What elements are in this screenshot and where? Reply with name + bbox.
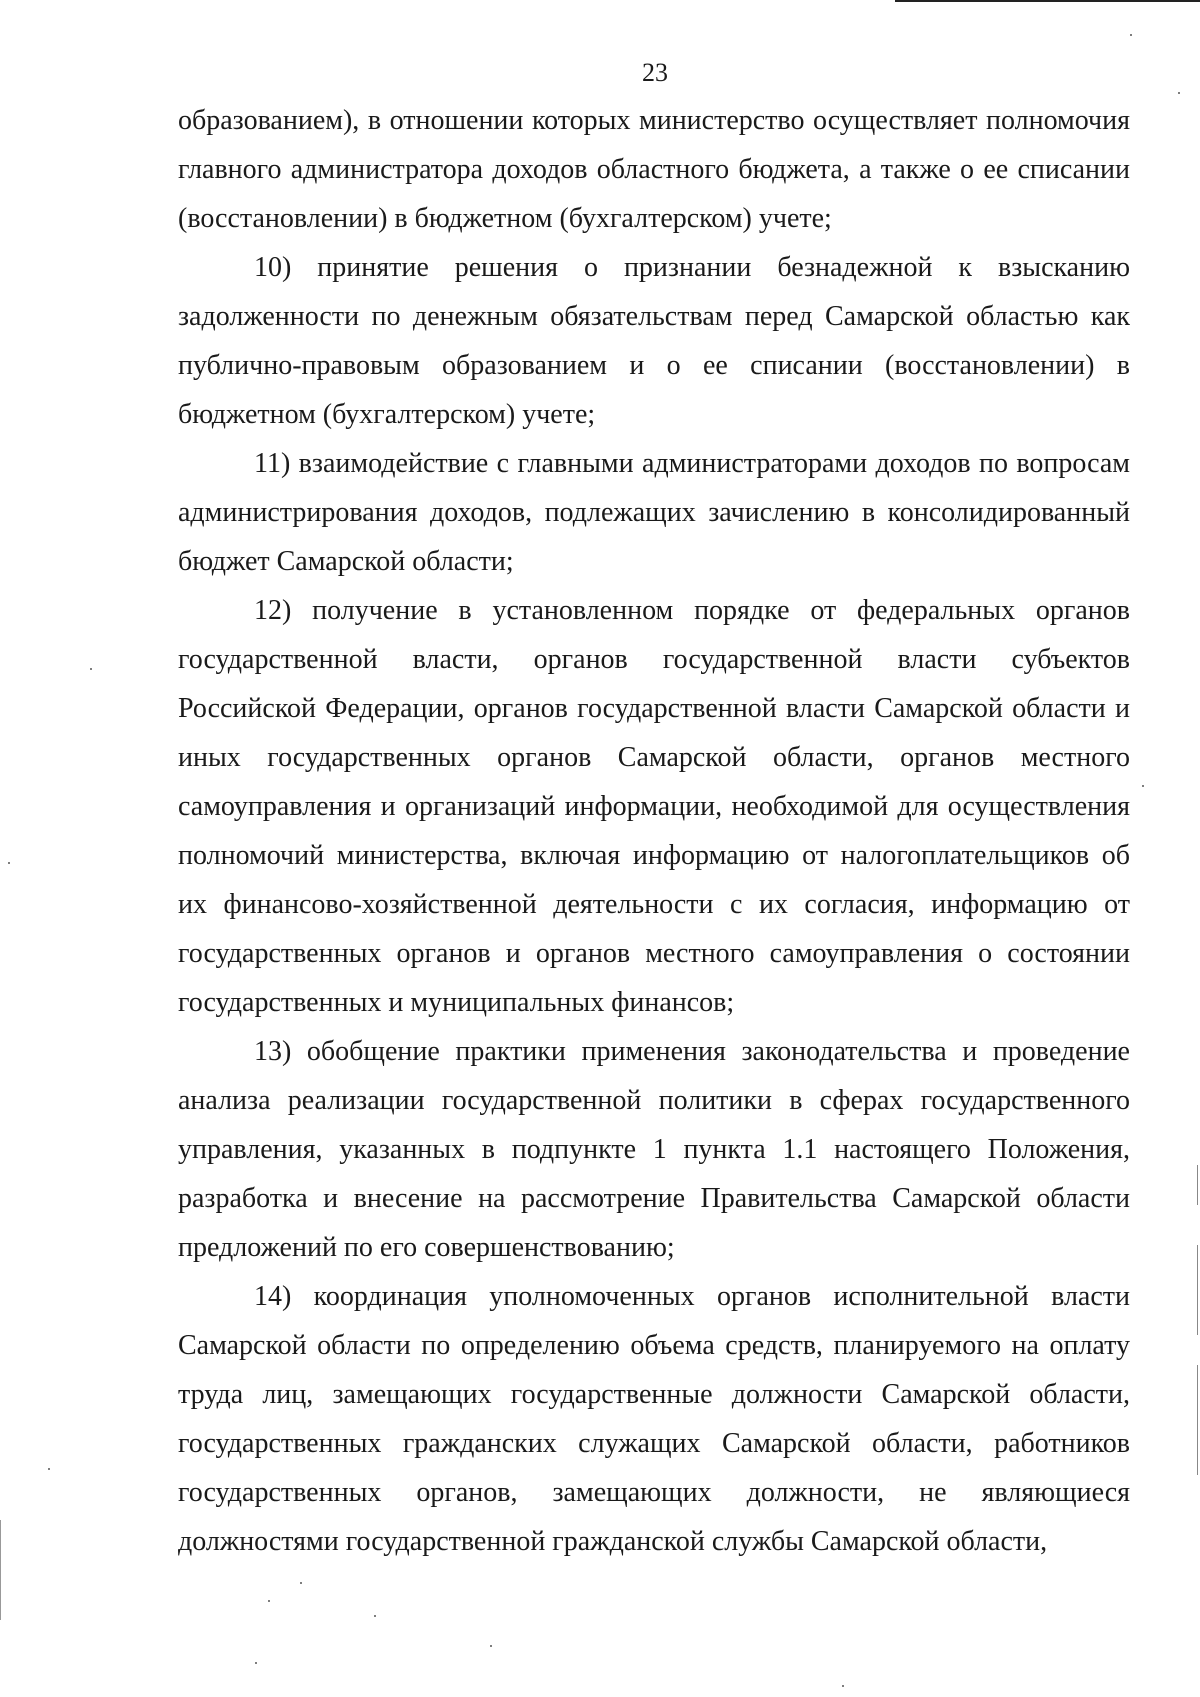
paragraph-item-14: 14) координация уполномоченных органов исполнительной власти Самарской области по определению объема средств, планируемого на оплату труда лиц, замещающих государственные должности Самарской области, государственных гражданских служащих Самарской области, работников государственных органов, замещающих должности, не являющиеся должностями государственной гражданской службы Самарской области, bbox=[178, 1281, 1130, 1557]
scan-edge-mark bbox=[1197, 1365, 1198, 1475]
scan-speck bbox=[1130, 34, 1132, 36]
scan-speck bbox=[1178, 92, 1180, 94]
scan-edge-mark bbox=[1197, 1165, 1198, 1205]
paragraph-continuation: образованием), в отношении которых министерство осуществляет полномочия главного администратора доходов областного бюджета, а также о ее списании (восстановлении) в бюджетном (бухгалтерском) учете; bbox=[178, 105, 1130, 234]
paragraph-item-11: 11) взаимодействие с главными администраторами доходов по вопросам администрирования доходов, подлежащих зачислению в консолидированный бюджет Самарской области; bbox=[178, 448, 1130, 577]
scan-speck bbox=[1142, 785, 1144, 787]
scan-speck bbox=[255, 1662, 257, 1664]
scan-speck bbox=[48, 1468, 50, 1470]
scan-speck bbox=[490, 1645, 492, 1647]
scan-speck bbox=[374, 1615, 376, 1617]
scan-speck bbox=[842, 1685, 844, 1687]
page-number: 23 bbox=[642, 58, 668, 87]
scan-speck bbox=[268, 1600, 270, 1602]
scan-speck bbox=[90, 668, 92, 670]
paragraph-item-10: 10) принятие решения о признании безнадежной к взысканию задолженности по денежным обязательствам перед Самарской областью как публично-правовым образованием и о ее списании (восстановлении) в бюджетном (бухгалтерском) учете; bbox=[178, 252, 1130, 430]
scan-edge-mark bbox=[1197, 1245, 1198, 1335]
document-body bbox=[178, 96, 1130, 1566]
paragraph-item-12: 12) получение в установленном порядке от федеральных органов государственной власти, органов государственной власти субъектов Российской Федерации, органов государственной власти Самарской области и иных государственных органов Самарской области, органов местного самоуправления и организаций информации, необходимой для осуществления полномочий министерства, включая информацию от налогоплательщиков об их финансово-хозяйственной деятельности с их согласия, информацию от государственных органов и органов местного самоуправления о состоянии государственных и муниципальных финансов; bbox=[178, 595, 1130, 1018]
scan-speck bbox=[300, 1582, 302, 1584]
paragraph-item-13: 13) обобщение практики применения законодательства и проведение анализа реализации государственной политики в сферах государственного управления, указанных в подпункте 1 пункта 1.1 настоящего Положения, разработка и внесение на рассмотрение Правительства Самарской области предложений по его совершенствованию; bbox=[178, 1036, 1130, 1263]
scan-left-edge bbox=[0, 1520, 1, 1620]
scan-top-rule bbox=[895, 0, 1200, 2]
scan-speck bbox=[8, 862, 10, 864]
